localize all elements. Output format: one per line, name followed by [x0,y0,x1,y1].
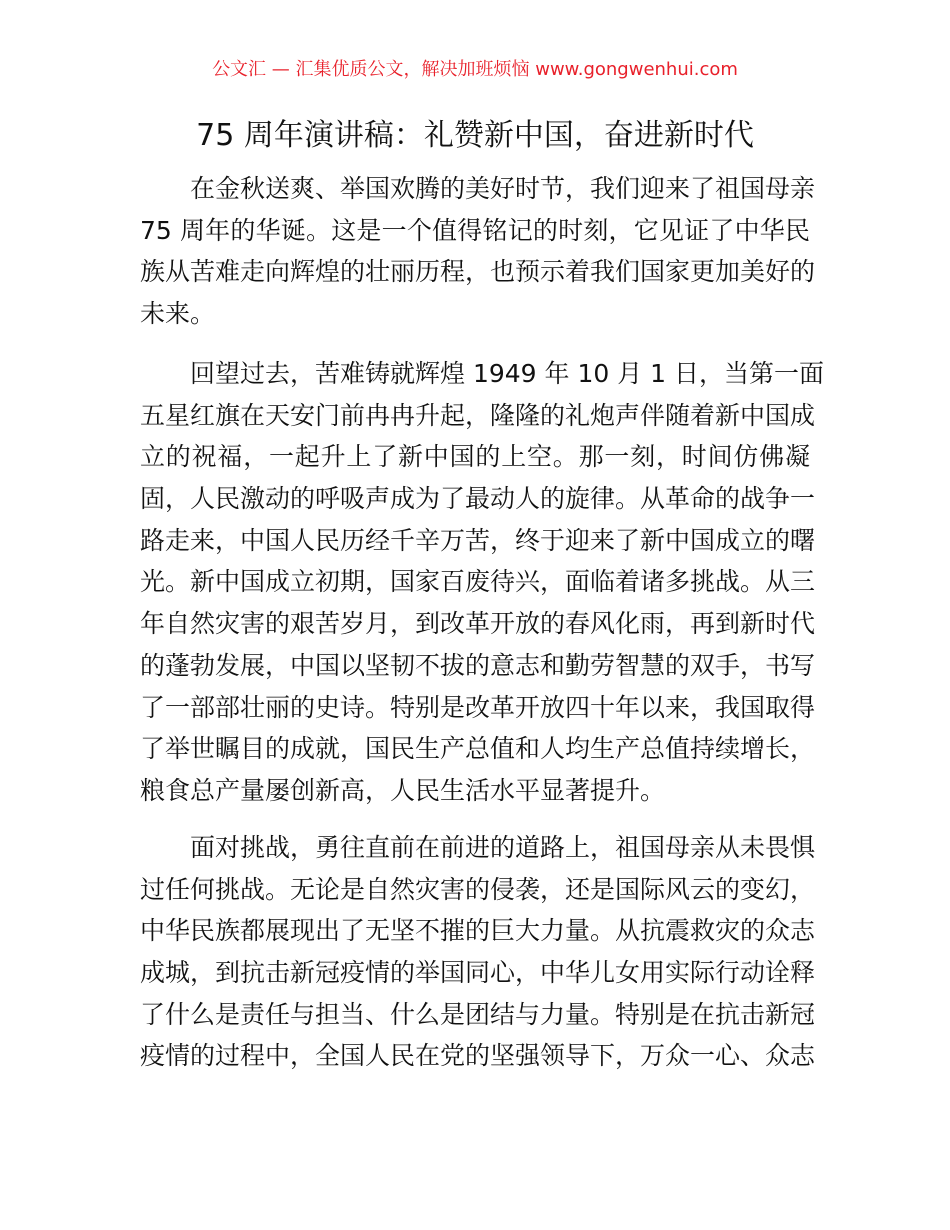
paragraph-line: 回望过去，苦难铸就辉煌 1949 年 10 月 1 日，当第一面 [190,359,825,388]
paragraph-line: 了举世瞩目的成就，国民生产总值和人均生产总值持续增长， [140,734,816,764]
paragraph-line: 族从苦难走向辉煌的壮丽历程，也预示着我们国家更加美好的 [140,257,816,287]
paragraph [140,827,816,1077]
paragraph-line: 中华民族都展现出了无坚不摧的巨大力量。从抗震救灾的众志 [140,916,816,946]
paragraph-line: 立的祝福，一起升上了新中国的上空。那一刻，时间仿佛凝 [140,442,810,472]
paragraph-line: 粮食总产量屡创新高，人民生活水平显著提升。 [140,775,666,805]
paragraph [140,168,816,335]
document-title: 75 周年演讲稿：礼赞新中国，奋进新时代 [196,118,754,153]
paragraph-line: 成城，到抗击新冠疫情的举国同心，中华儿女用实际行动诠释 [140,958,816,988]
paragraph-line: 未来。 [140,299,216,329]
paragraph-line: 过任何挑战。无论是自然灾害的侵袭，还是国际风云的变幻， [140,874,816,904]
paragraph-line: 了一部部壮丽的史诗。特别是改革开放四十年以来，我国取得 [140,692,816,722]
paragraph-line: 了什么是责任与担当、什么是团结与力量。特别是在抗击新冠 [140,999,816,1029]
paragraph-line: 疫情的过程中，全国人民在党的坚强领导下，万众一心、众志 [140,1041,816,1071]
paragraph-line: 在金秋送爽、举国欢腾的美好时节，我们迎来了祖国母亲 [190,174,816,203]
paragraph-line: 年自然灾害的艰苦岁月，到改革开放的春风化雨，再到新时代 [140,609,816,639]
paragraph-line: 路走来，中国人民历经千辛万苦，终于迎来了新中国成立的曙 [140,525,816,555]
paragraph [140,353,825,812]
paragraph-line: 固，人民激动的呼吸声成为了最动人的旋律。从革命的战争一 [140,484,816,514]
paragraph-line: 的蓬勃发展，中国以坚韧不拔的意志和勤劳智慧的双手，书写 [140,650,816,680]
paragraph-line: 五星红旗在天安门前冉冉升起，隆隆的礼炮声伴随着新中国成 [140,400,816,430]
paragraph-line: 面对挑战，勇往直前在前进的道路上，祖国母亲从未畏惧 [190,833,816,862]
site-header-banner: 公文汇 — 汇集优质公文，解决加班烦恼 www.gongwenhui.com [212,59,738,80]
paragraph-line: 光。新中国成立初期，国家百废待兴，面临着诸多挑战。从三 [140,567,816,597]
paragraph-line: 75 周年的华诞。这是一个值得铭记的时刻，它见证了中华民 [140,215,810,245]
